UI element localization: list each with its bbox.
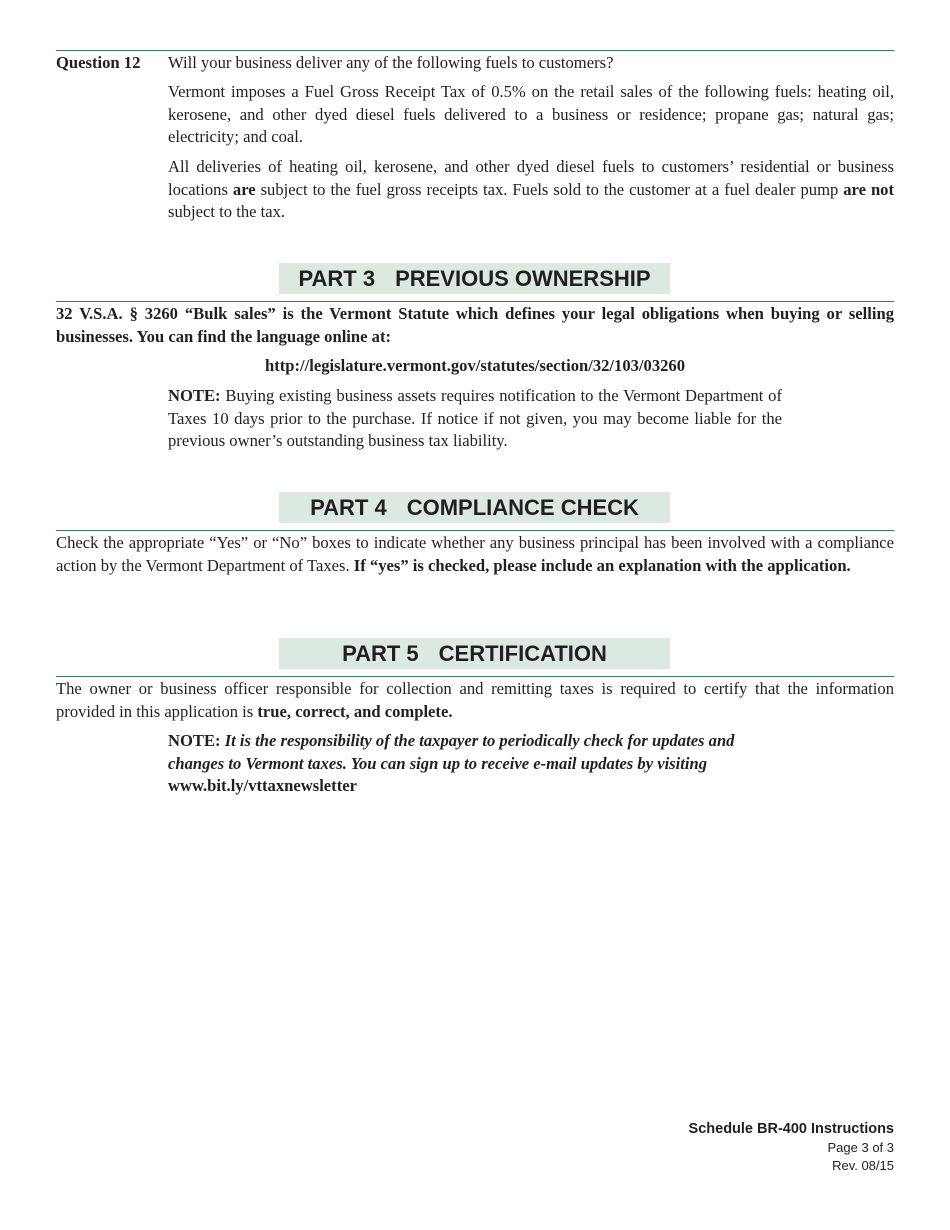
part4-heading [279,492,670,523]
part4-number: PART 4 [310,495,387,520]
question12-p2-are-not: are not [843,179,895,199]
footer-title: Schedule BR-400 Instructions [688,1121,894,1137]
part3-heading [279,263,670,294]
part4-text [56,532,894,577]
question12-p2-c: subject to the fuel gross receipts tax. Fuels sold to the customer at a fuel dealer pump [255,179,844,199]
part5-note [168,730,782,798]
question12-question: Will your business deliver any of the following fuels to customers? [168,53,614,72]
question12-label: Question 12 [56,53,141,72]
part5-note-label: NOTE: [168,731,221,750]
part3-statute-text: 32 V.S.A. § 3260 “Bulk sales” is the Vermont Statute which defines your legal obligations when buying or selling businesses. You can find the language online at: [56,304,894,346]
footer-page: Page 3 of 3 [827,1140,894,1155]
part3-note [168,385,782,453]
question12-top-rule [56,50,894,51]
part5-title: CERTIFICATION [438,641,607,666]
part3-note-text: Buying existing business assets requires notification to the Vermont Department of Taxes 10 days prior to the purchase. If notice if not given, you may become liable for the previous owner’s outstanding business tax liability. [168,386,782,450]
part4-title: COMPLIANCE CHECK [406,495,639,520]
part3-title: PREVIOUS OWNERSHIP [395,266,651,291]
part5-rule [56,676,894,677]
part5-text-regular: The owner or business officer responsible for collection and remitting taxes is required to certify that the information provided in this application is [56,679,894,721]
question12-paragraph-1: Vermont imposes a Fuel Gross Receipt Tax of 0.5% on the retail sales of the following fuels: heating oil, kerosene, and other dyed diesel fuels delivered to a business or residence; propane gas; natural gas; electricity; and coal. [168,82,894,146]
question12-paragraph-2 [168,156,894,224]
part4-text-regular: Check the appropriate “Yes” or “No” boxes to indicate whether any business principal has been involved with a compliance action by the Vermont Department of Taxes. [56,533,894,575]
part4-text-bold: If “yes” is checked, please include an explanation with the application. [353,555,851,575]
part5-text [56,678,894,723]
part3-rule [56,301,894,302]
part5-note-italic: It is the responsibility of the taxpayer to periodically check for updates and changes to Vermont taxes. You can sign up to receive e-mail updates by visiting [168,731,735,773]
footer-rev: Rev. 08/15 [832,1158,894,1173]
part5-note-link[interactable]: www.bit.ly/vttaxnewsletter [168,776,357,795]
part5-number: PART 5 [342,641,419,666]
question12-p2-a: All deliveries of heating oil, kerosene, and other dyed diesel fuels to customers’ residential or business locations [168,157,894,199]
question12-p2-e: subject to the tax. [168,202,286,221]
part5-heading [279,638,670,669]
part3-statute-url: http://legislature.vermont.gov/statutes/section/32/103/03260 [264,356,686,375]
part3-number: PART 3 [298,266,376,291]
part3-note-label: NOTE: [168,386,221,405]
part5-text-bold: true, correct, and complete. [257,701,453,721]
question12-p2-are: are [232,179,256,199]
part4-rule [56,530,894,531]
